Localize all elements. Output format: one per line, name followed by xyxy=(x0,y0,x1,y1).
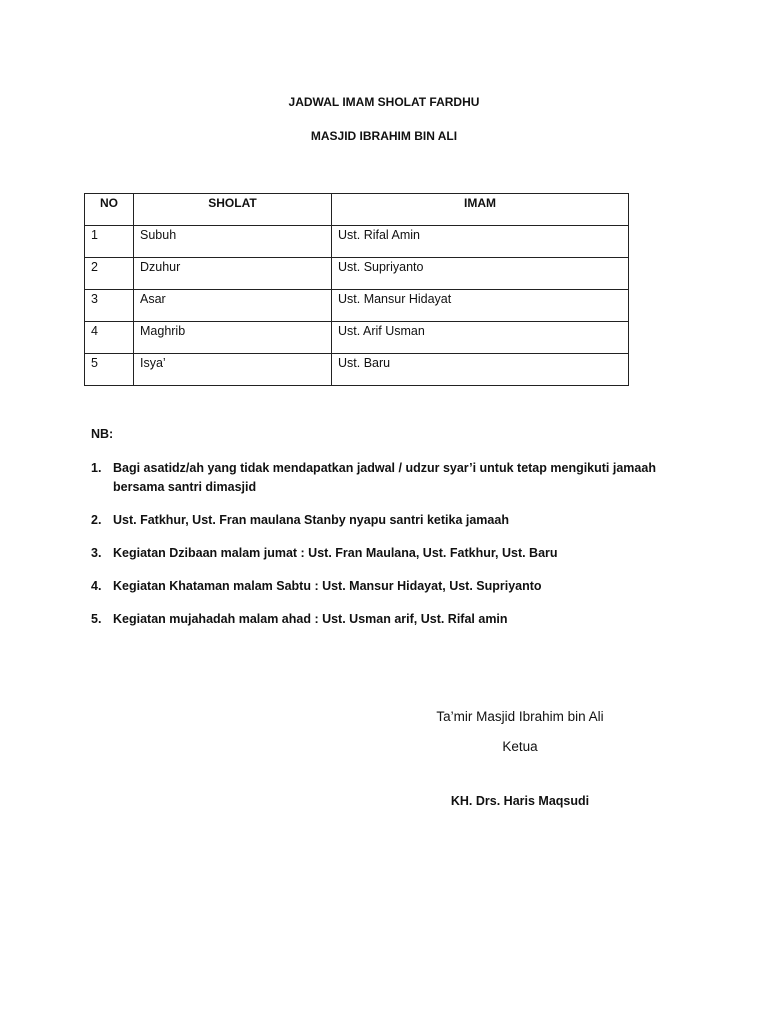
note-text: Kegiatan mujahadah malam ahad : Ust. Usman arif, Ust. Rifal amin xyxy=(113,612,508,626)
note-number: 4. xyxy=(91,579,102,593)
cell-no: 5 xyxy=(85,354,134,386)
cell-no: 3 xyxy=(85,290,134,322)
notes-list xyxy=(91,459,661,643)
note-number: 3. xyxy=(91,546,102,560)
cell-imam: Ust. Mansur Hidayat xyxy=(332,290,629,322)
note-text: Ust. Fatkhur, Ust. Fran maulana Stanby nyapu santri ketika jamaah xyxy=(113,513,509,527)
list-item xyxy=(91,544,661,563)
imam-schedule-table xyxy=(84,193,629,386)
list-item xyxy=(91,577,661,596)
header-imam: IMAM xyxy=(332,194,629,226)
signature-role: Ketua xyxy=(502,739,538,754)
document-subtitle: MASJID IBRAHIM BIN ALI xyxy=(310,129,458,143)
table-header-row xyxy=(85,194,629,226)
note-number: 1. xyxy=(91,461,102,475)
table-row xyxy=(85,354,629,386)
cell-imam: Ust. Supriyanto xyxy=(332,258,629,290)
cell-no: 2 xyxy=(85,258,134,290)
note-text: Kegiatan Dzibaan malam jumat : Ust. Fran Maulana, Ust. Fatkhur, Ust. Baru xyxy=(113,546,558,560)
cell-sholat: Dzuhur xyxy=(134,258,332,290)
note-number: 2. xyxy=(91,513,102,527)
table-row xyxy=(85,258,629,290)
cell-sholat: Subuh xyxy=(134,226,332,258)
list-item xyxy=(91,511,661,530)
document-title: JADWAL IMAM SHOLAT FARDHU xyxy=(288,95,480,109)
cell-imam: Ust. Arif Usman xyxy=(332,322,629,354)
list-item xyxy=(91,459,661,497)
header-sholat: SHOLAT xyxy=(134,194,332,226)
header-no: NO xyxy=(85,194,134,226)
table-row xyxy=(85,226,629,258)
notes-label: NB: xyxy=(91,427,114,441)
note-number: 5. xyxy=(91,612,102,626)
note-text: Kegiatan Khataman malam Sabtu : Ust. Mansur Hidayat, Ust. Supriyanto xyxy=(113,579,542,593)
signature-name: KH. Drs. Haris Maqsudi xyxy=(450,794,590,808)
cell-imam: Ust. Baru xyxy=(332,354,629,386)
cell-imam: Ust. Rifal Amin xyxy=(332,226,629,258)
table-row xyxy=(85,322,629,354)
cell-no: 4 xyxy=(85,322,134,354)
cell-sholat: Asar xyxy=(134,290,332,322)
cell-sholat: Isya’ xyxy=(134,354,332,386)
list-item xyxy=(91,610,661,629)
note-text: Bagi asatidz/ah yang tidak mendapatkan jadwal / udzur syar’i untuk tetap mengikuti jamaah bersama santri dimasjid xyxy=(113,461,656,494)
cell-no: 1 xyxy=(85,226,134,258)
table-row xyxy=(85,290,629,322)
cell-sholat: Maghrib xyxy=(134,322,332,354)
signature-organization: Ta’mir Masjid Ibrahim bin Ali xyxy=(436,709,604,724)
